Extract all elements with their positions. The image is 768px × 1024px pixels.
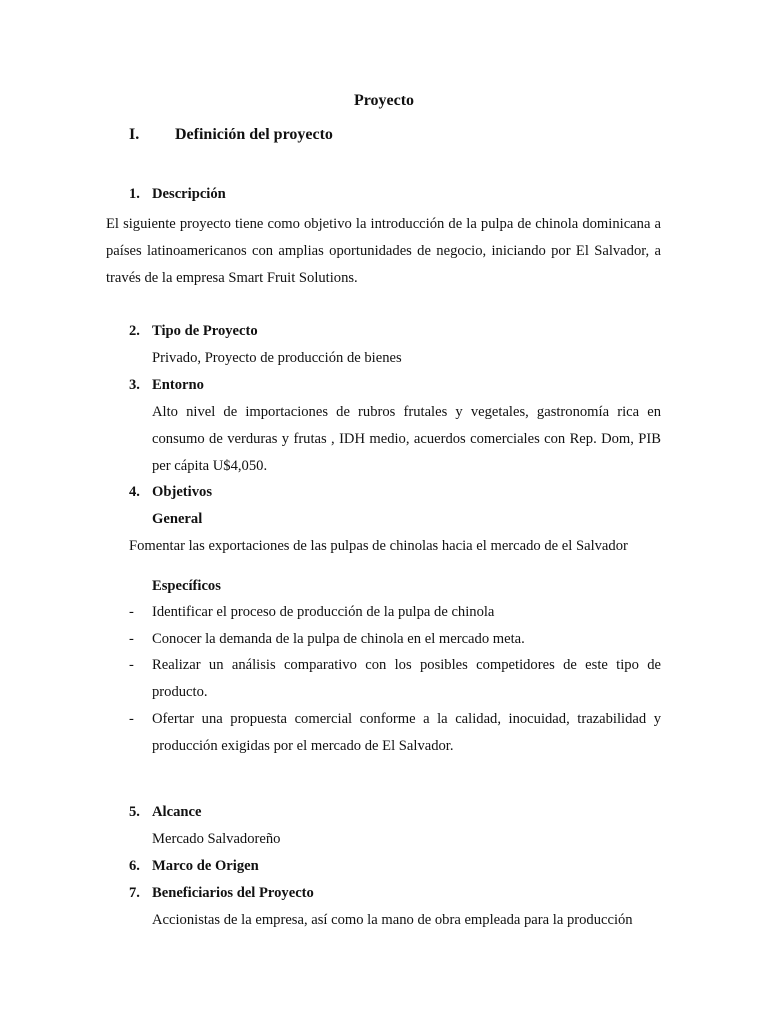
item-heading-descripcion: Descripción	[152, 186, 226, 202]
alcance-text: Mercado Salvadoreño	[152, 831, 281, 847]
especifico-item: Identificar el proceso de producción de la pulpa de chinola	[152, 604, 495, 620]
beneficiarios-text: Accionistas de la empresa, así como la mano de obra empleada para la producción	[152, 912, 633, 928]
item-number-tipo: 2.	[129, 323, 140, 339]
section-number: I.	[129, 126, 140, 143]
item-heading-objetivos: Objetivos	[152, 484, 212, 500]
descripcion-paragraph: El siguiente proyecto tiene como objetivo la introducción de la pulpa de chinola dominicana a países latinoamericanos con amplias oportunidades de negocio, iniciando por El Salvador, a través de la empresa Smart Fruit Solutions.	[106, 216, 661, 286]
item-number-objetivos: 4.	[129, 484, 140, 500]
item-number-beneficiarios: 7.	[129, 885, 140, 901]
item-heading-beneficiarios: Beneficiarios del Proyecto	[152, 885, 314, 901]
bullet-dash: -	[129, 631, 134, 647]
bullet-dash: -	[129, 657, 134, 673]
item-heading-tipo: Tipo de Proyecto	[152, 323, 258, 339]
especifico-item: Realizar un análisis comparativo con los posibles competidores de este tipo de producto.	[152, 657, 661, 700]
item-number-entorno: 3.	[129, 377, 140, 393]
bullet-dash: -	[129, 711, 134, 727]
item-heading-entorno: Entorno	[152, 377, 204, 393]
item-number-alcance: 5.	[129, 804, 140, 820]
entorno-paragraph: Alto nivel de importaciones de rubros frutales y vegetales, gastronomía rica en consumo de verduras y frutas , IDH medio, acuerdos comerciales con Rep. Dom, PIB per cápita U$4,050.	[152, 404, 661, 474]
especificos-heading: Específicos	[152, 578, 221, 594]
item-heading-marco: Marco de Origen	[152, 858, 259, 874]
section-heading: Definición del proyecto	[175, 126, 333, 143]
item-heading-alcance: Alcance	[152, 804, 202, 820]
especifico-item: Conocer la demanda de la pulpa de chinola en el mercado meta.	[152, 631, 525, 647]
general-text: Fomentar las exportaciones de las pulpas de chinolas hacia el mercado de el Salvador	[129, 538, 628, 554]
general-heading: General	[152, 511, 203, 527]
especifico-item: Ofertar una propuesta comercial conforme a la calidad, inocuidad, trazabilidad y producción exigidas por el mercado de El Salvador.	[152, 711, 661, 754]
tipo-text: Privado, Proyecto de producción de bienes	[152, 350, 402, 366]
item-number-descripcion: 1.	[129, 186, 140, 202]
item-number-marco: 6.	[129, 858, 140, 874]
page-title: Proyecto	[353, 92, 415, 109]
bullet-dash: -	[129, 604, 134, 620]
